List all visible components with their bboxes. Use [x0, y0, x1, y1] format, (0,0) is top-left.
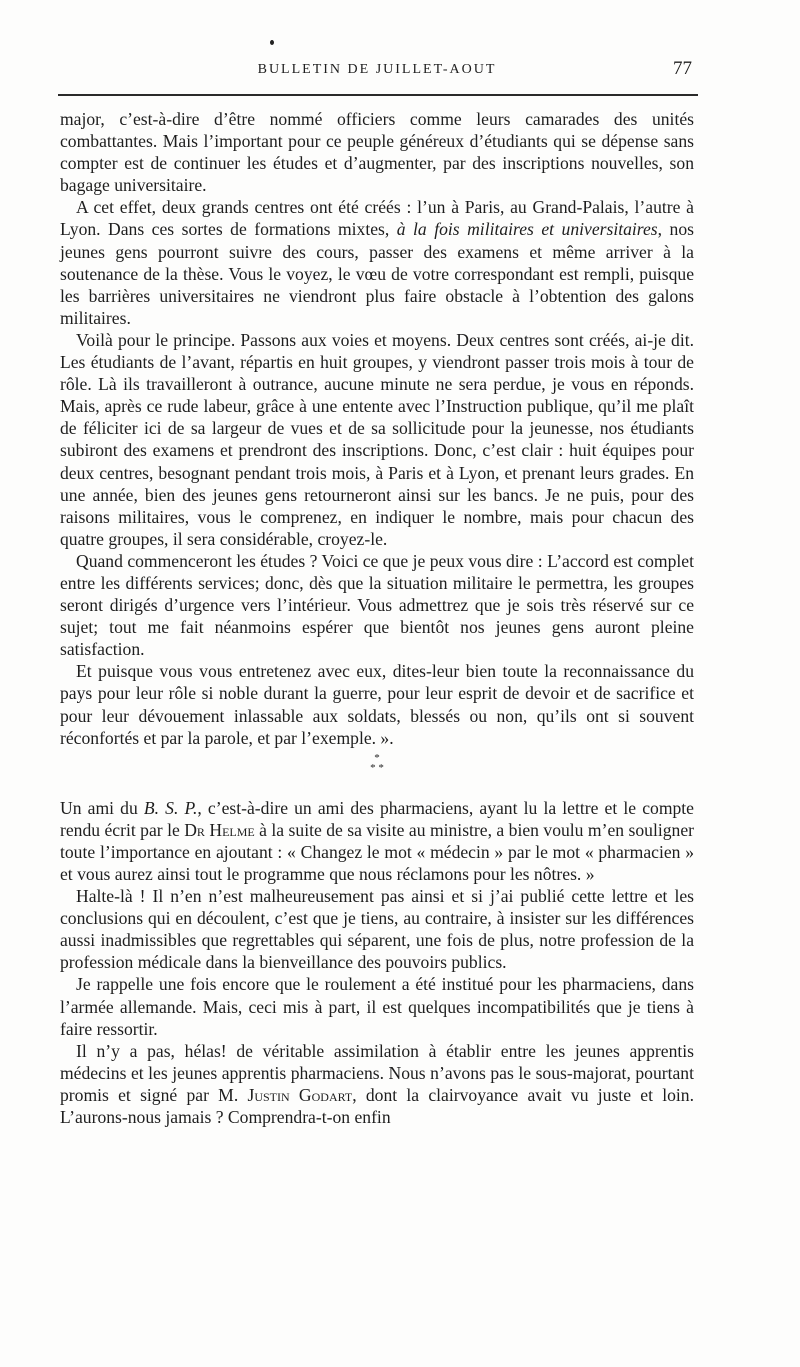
paragraph-text: Voilà pour le principe. Passons aux voies et moyens. Deux centres sont créés, ai-je dit. Les étudiants de l’avant, répartis en huit groupes, y viendront passer trois mois à tour de rôle. Là ils travailleront à outrance, aucune minute ne sera perdue, je vous en réponds. Mais, après ce rude labeur, grâce à une entente avec l’Instruction publique, qu’il me plaît de féliciter ici de sa largeur de vues et de sa sollicitude pour la jeunesse, nos étudiants subiront des examens et prendront des inscriptions. Donc, c’est clair : huit équipes pour deux centres, besognant pendant trois mois, à Paris et à Lyon, et prenant leurs grades. En une année, bien des jeunes gens retourneront ainsi sur les bancs. Je ne puis, pour des raisons militaires, vous le comprenez, en indiquer le nombre, mais pour chacun des quatre groupes, il sera considérable, croyez-le. [60, 329, 694, 549]
paragraph-text: Un ami du [60, 797, 144, 818]
paragraph-text: Il n’y a pas, hélas! de véritable assimilation à établir entre les jeunes apprentis médecins et les jeunes apprentis pharmaciens. Nous n’avons pas le sous-majorat, pourtant promis et signé par M. [60, 1040, 694, 1105]
header-rule [58, 94, 698, 96]
article-body [60, 108, 694, 1128]
paragraph [60, 885, 694, 973]
page-header [60, 58, 694, 86]
paragraph-text: , c’est-à-dire un ami des pharmaciens, ayant lu la lettre et le compte rendu écrit par le [60, 797, 694, 840]
paragraph [60, 329, 694, 550]
paragraph-text: , nos jeunes gens pourront suivre des cours, passer des examens et même arriver à la soutenance de la thèse. Vous le voyez, le vœu de votre correspondant est rempli, puisque les barrières universitaires ne viendront plus faire obstacle à l’obtention des galons militaires. [60, 219, 694, 328]
italic-phrase: B. S. P. [143, 797, 198, 818]
paragraph [60, 660, 694, 748]
person-name: Dr Helme [184, 819, 255, 840]
separator-star-top: * [374, 751, 380, 764]
paragraph-text: , dont la clairvoyance avait vu juste et loin. L’aurons-nous jamais ? Comprendra-t-on enfin [60, 1084, 694, 1128]
ink-speck [270, 40, 274, 45]
paragraph [60, 196, 694, 329]
paragraph-text: Quand commenceront les études ? Voici ce que je peux vous dire : L’accord est complet entre les différents services; donc, dès que la situation militaire le permettra, les groupes seront dirigés d’urgence vers l’intérieur. Vous admettrez que je sois très réservé sur ce sujet; tout me fait néanmoins espérer que bientôt nos jeunes gens auront pleine satisfaction. [60, 550, 694, 660]
paragraph-text: à la suite de sa visite au ministre, a bien voulu m’en souligner toute l’importance en ajoutant : « Changez le mot « médecin » par le mot « pharmacien » et vous aurez ainsi tout le programme que nous réclamons pour les nôtres. » [60, 819, 694, 884]
paragraph-text: Halte-là ! Il n’en n’est malheureusement pas ainsi et si j’ai publié cette lettre et les conclusions qui en découlent, c’est que je tiens, au contraire, à insister sur les différences aussi inadmissibles que regrettables qui séparent, une fois de plus, notre profession de la profession médicale dans la bienveillance des pouvoirs publics. [60, 886, 694, 973]
paragraph-text: Et puisque vous vous entretenez avec eux, dites-leur bien toute la reconnaissance du pays pour leur rôle si noble durant la guerre, pour leur esprit de devoir et de sacrifice et pour leur dévouement inlassable aux soldats, blessés ou non, qu’ils ont si souvent réconfortés et par la parole, et par l’exemple. ». [60, 661, 694, 748]
separator-stars-bottom: * * [370, 761, 384, 774]
person-name: Justin Godart [247, 1084, 353, 1105]
paragraph [60, 973, 694, 1039]
paragraph [60, 108, 694, 196]
paragraph [60, 797, 694, 885]
paragraph-text: A cet effet, deux grands centres ont été créés : l’un à Paris, au Grand-Palais, l’autre à Lyon. Dans ces sortes de formations mixtes, [60, 197, 694, 240]
paragraph-text: major, c’est-à-dire d’être nommé officiers comme leurs camarades des unités combattantes. Mais l’important pour ce peuple généreux d’étudiants qui se dépense sans compter est de continuer les études et d’augmenter, par des inscriptions nouvelles, son bagage universitaire. [60, 109, 694, 196]
running-title: BULLETIN DE JUILLET-AOUT [257, 62, 497, 77]
paragraph [60, 550, 694, 660]
paragraph-text: Je rappelle une fois encore que le roulement a été institué pour les pharmaciens, dans l’armée allemande. Mais, ceci mis à part, il est quelques incompatibilités que je tiens à faire ressortir. [60, 974, 694, 1039]
paragraph [60, 1040, 694, 1128]
section-separator [60, 749, 694, 797]
page-number: 77 [673, 58, 692, 79]
italic-phrase: à la fois militaires et universitaires [396, 219, 658, 240]
